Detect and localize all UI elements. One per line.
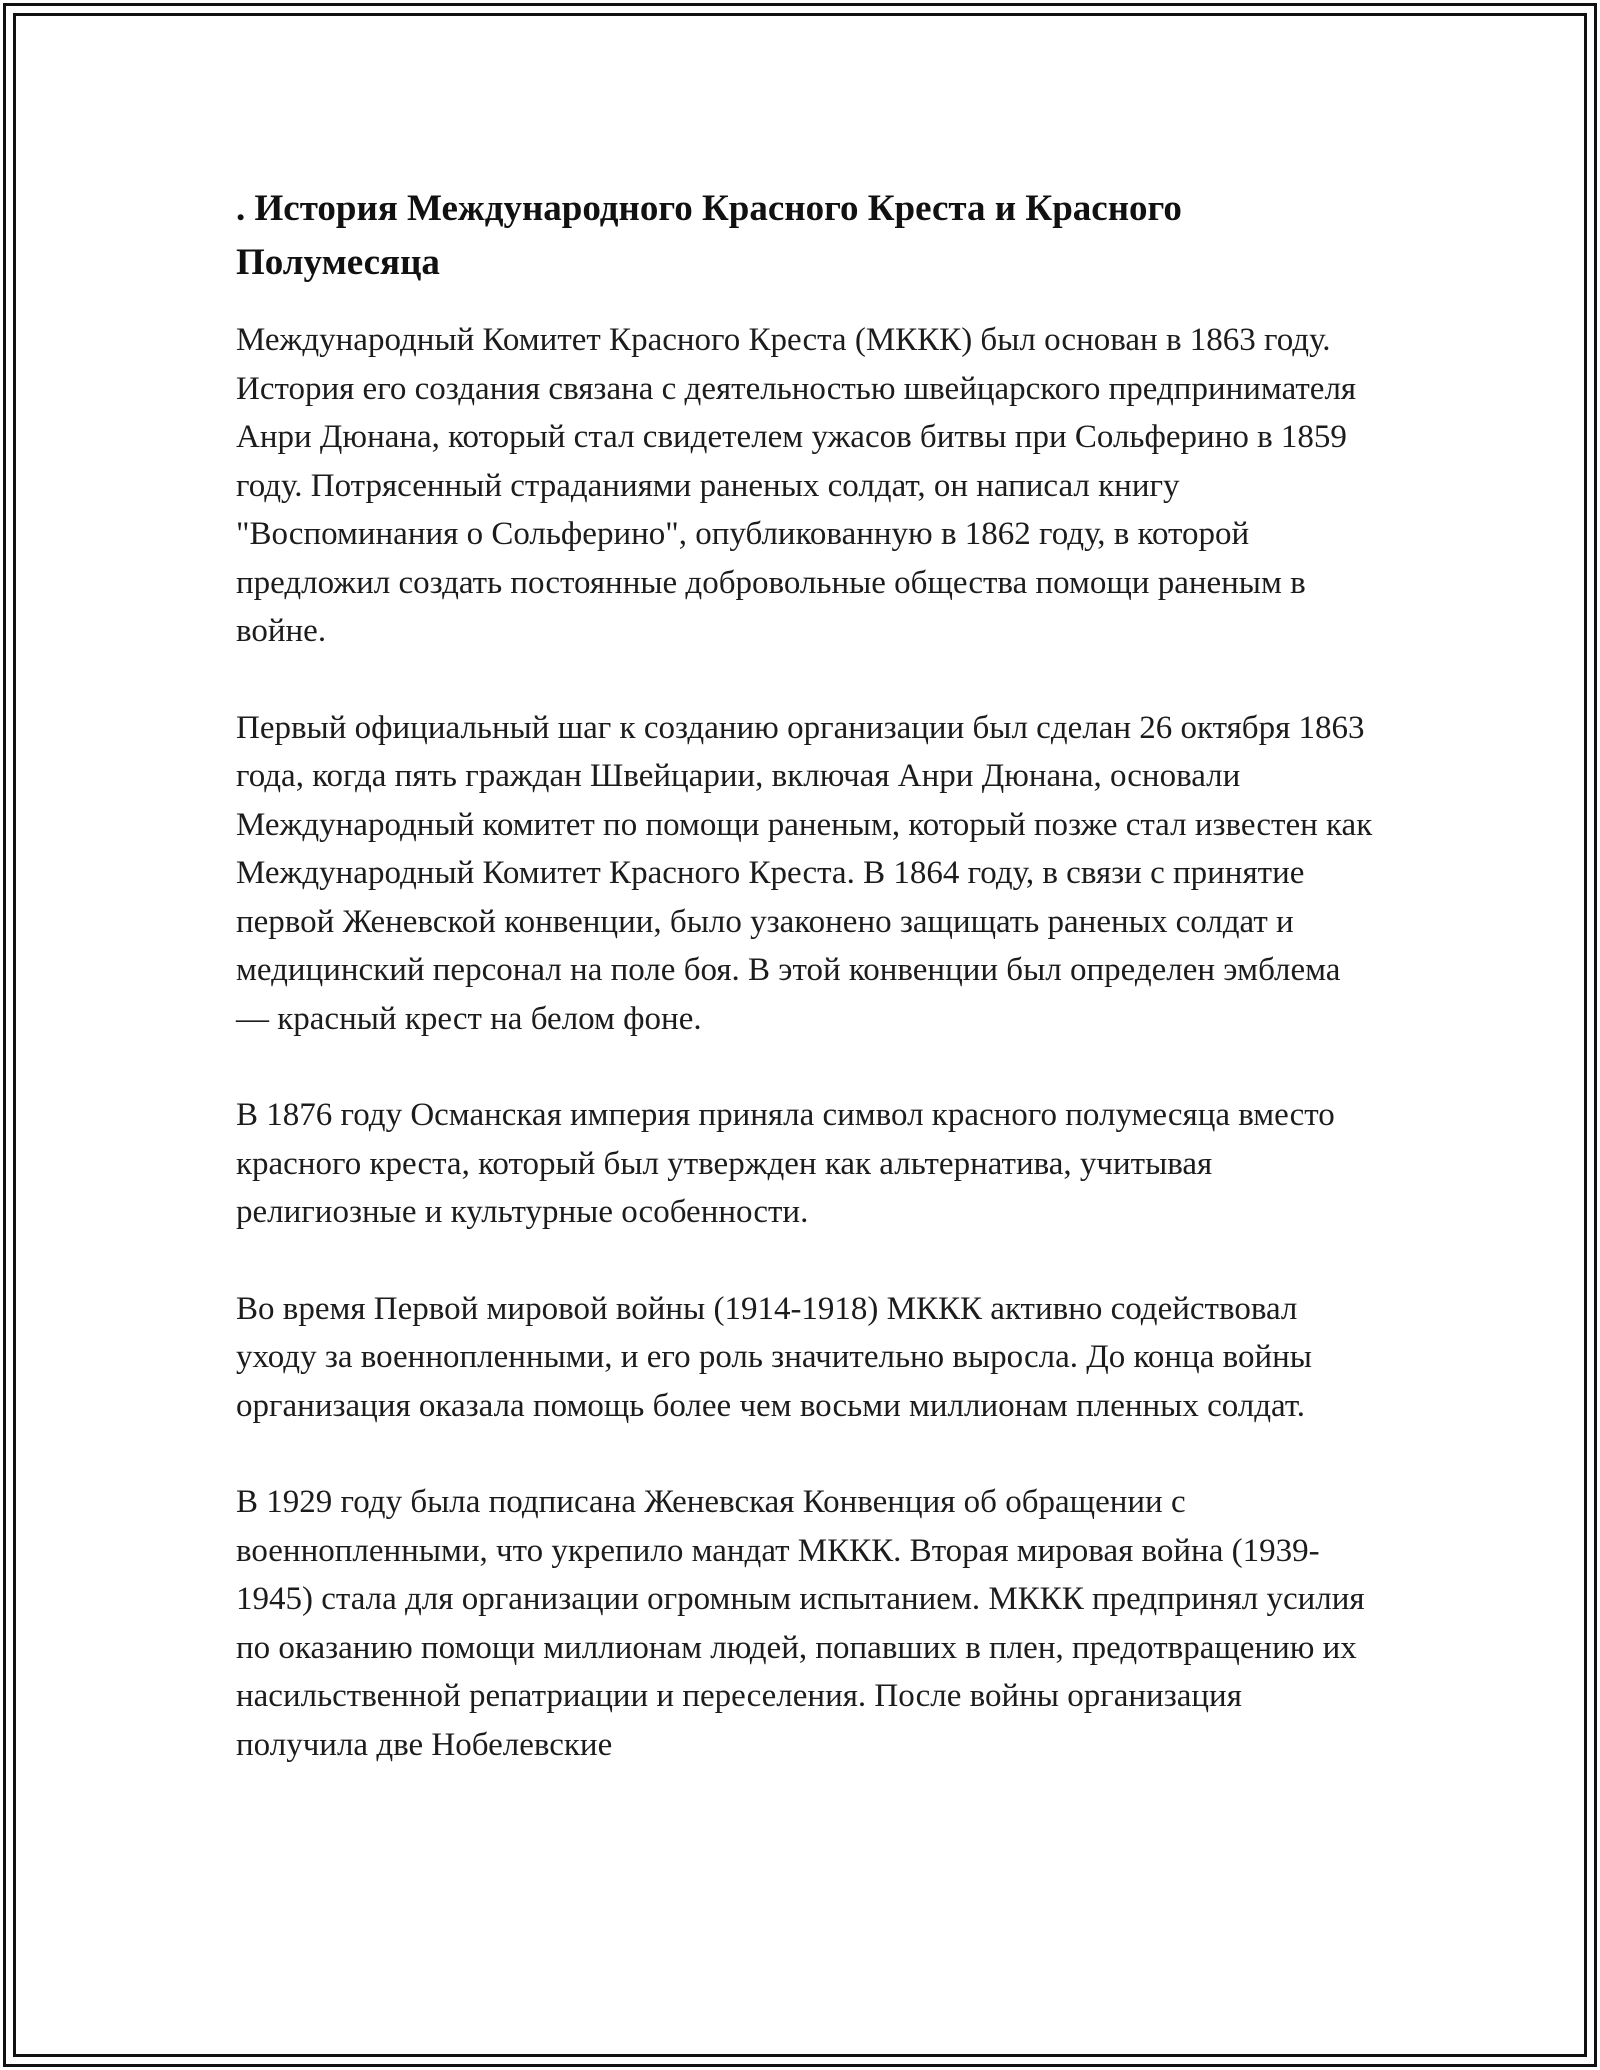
paragraph-first-step: Первый официальный шаг к созданию организации был сделан 26 октября 1863 года, когда пять граждан Швейцарии, включая Анри Дюнана, основали Международный комитет по помощи раненым, который позже стал известен как Международный Комитет Красного Креста. В 1864 году, в связи с принятие первой Женевской конвенции, было узаконено защищать раненых солдат и медицинский персонал на поле боя. В этой конвенции был определен эмблема — красный крест на белом фоне. xyxy=(236,709,1373,1037)
paragraph-world-war-one: Во время Первой мировой войны (1914-1918) МККК активно содействовал уходу за военнопленными, и его роль значительно выросла. До конца войны организация оказала помощь более чем восьми миллионам пленных солдат. xyxy=(236,1290,1312,1424)
document-title: . История Международного Красного Креста и Красного Полумесяца xyxy=(236,188,1182,283)
paragraph-1929-convention: В 1929 году была подписана Женевская Конвенция об обращении с военнопленными, что укрепило мандат МККК. Вторая мировая война (1939-1945) стала для организации огромным испытанием. МККК предпринял усилия по оказанию помощи миллионам людей, попавших в плен, предотвращению их насильственной репатриации и переселения. После войны организация получила две Нобелевские xyxy=(236,1484,1365,1763)
paragraph-red-crescent: В 1876 году Османская империя приняла символ красного полумесяца вместо красного креста, который был утвержден как альтернатива, учитывая религиозные и культурные особенности. xyxy=(236,1097,1335,1230)
paragraph-founding: Международный Комитет Красного Креста (МККК) был основан в 1863 году. История его создания связана с деятельностью швейцарского предпринимателя Анри Дюнана, который стал свидетелем ужасов битвы при Сольферино в 1859 году. Потрясенный страданиями раненых солдат, он написал книгу "Воспоминания о Сольферино", опубликованную в 1862 году, в которой предложил создать постоянные добровольные общества помощи раненым в войне. xyxy=(236,322,1357,649)
document-body xyxy=(236,182,1376,1817)
